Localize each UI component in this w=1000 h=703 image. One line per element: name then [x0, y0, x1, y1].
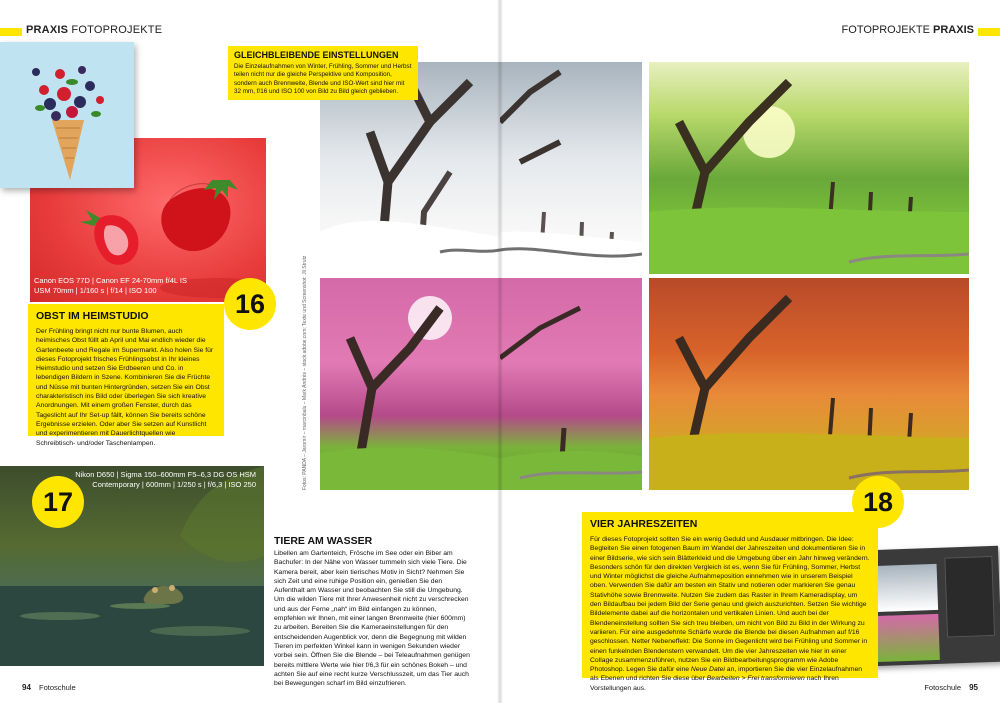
- footer-label-left: Fotoschule: [39, 683, 76, 692]
- spring-tree-photo-right: [500, 278, 642, 490]
- page-footer-left: [22, 683, 76, 692]
- icecream-photo: [0, 42, 134, 188]
- icecream-illustration: [0, 42, 134, 188]
- summer-tree-illustration: [649, 62, 969, 274]
- constant-settings-title: GLEICHBLEIBENDE EINSTELLUNGEN: [234, 50, 399, 60]
- project-18-text-part1: Für dieses Fotoprojekt sollten Sie ein wenig Geduld und Ausdauer mitbringen. Die Idee: Begleiten Sie einen fotogenen Baum im Wandel der Jahreszeiten und dokumentieren Sie in einer Bildserie, wie sich sein Blätterkleid und die Umgebung über ein Jahr hinweg verändern. Besonders schön für den direkten Vergleich ist es, wenn Sie für Frühling, Sommer, Herbst und Winter möglichst die gleiche Aufnahmeposition einnehmen wie in unserem Beispiel oben. Verwenden Sie dafür am besten ein Stativ und notieren oder markieren Sie genau Stativhöhe sowie Brennweite. Nutzen Sie zudem das Raster in Ihrem Kameradisplay, um den Bildaufbau bei jedem Bild der Serie genau und gleich auszurichten. Setzen Sie wichtige Bildelemente dabei auf die horizontalen und vertikalen Linien. Und auch bei der Blendeneinstellung sollten Sie sich treu bleiben, um nicht von Bild zu Bild in der Wirkung zu variieren. Für eine ausgedehnte Schärfe wurde die Blende bei diesen Aufnahmen auf f/16 geschlossen. Netter Nebeneffekt: Die Sonne im Gegenlicht wird bei Frühling und Sommer in einen funkelnden Blendenstern verwandelt. Um die vier Jahreszeiten wie hier in einer Collage zusammenzuführen, nutzen Sie ein Bildbearbeitungsprogramm wie Adobe Photoshop. Legen Sie dafür eine: [590, 536, 870, 674]
- screenshot-spring-layer: [874, 614, 940, 662]
- summer-tree-photo: [649, 62, 969, 274]
- caption-17-line2: Contemporary | 600mm | 1/250 s | f/6,3 | ISO 250: [92, 480, 256, 489]
- header-section-bold: PRAXIS: [26, 24, 69, 36]
- constant-settings-box: [228, 46, 418, 100]
- project-18-text-part2: an, importieren Sie die vier Einzelaufnahmen als Ebenen und richten Sie diese über: [590, 666, 863, 683]
- book-spine: [497, 0, 503, 703]
- project-16-title: OBST IM HEIMSTUDIO: [36, 310, 149, 322]
- header-section-label-right: FOTOPROJEKTE: [841, 24, 930, 36]
- photo-credit: [302, 255, 310, 500]
- badge-18-number: 18: [862, 486, 894, 517]
- page-footer-right: [924, 683, 978, 692]
- autumn-tree-illustration: [649, 278, 969, 490]
- project-17-badge: [32, 476, 84, 528]
- winter-tree-photo-right: [500, 62, 642, 274]
- project-16-text: Der Frühling bringt nicht nur bunte Blumen, auch heimisches Obst füllt ab April und Mai endlich wieder die Gartenbeete und Regale im Supermarkt. Also holen Sie für dieses Fotoprojekt frisches Frühlingsobst in Ihr kleines Heimstudio und setzen Sie Erdbeeren und Co. in lebendigen Bildern in Szene. Kombinieren Sie die Früchte und Nüsse mit bunten Hintergründen, setzen Sie ein Obst charakteristisch ins Bild oder überlegen Sie sich kreative Anordnungen. Mit einem großen Fenster, durch das Tageslicht auf Ihr Set-up fällt, können Sie bereits schöne Ergebnisse erzielen. Oder aber Sie setzen auf Kunstlicht und experimentieren mit Dauerlichtquellen wie Schreibtisch- und/oder Taschenlampen.: [36, 328, 214, 447]
- page-number-left: 94: [22, 683, 31, 692]
- autumn-tree-photo: [649, 278, 969, 490]
- photo-16-caption: [34, 276, 187, 296]
- project-16-badge: [224, 278, 276, 330]
- spring-tree-right-illustration: [500, 278, 642, 490]
- badge-16-number: 16: [234, 288, 266, 319]
- header-accent-bar: [0, 28, 22, 36]
- photoshop-screenshot: [866, 546, 1000, 667]
- project-18-text-neue-datei: Neue Datei: [690, 666, 725, 674]
- header-accent-bar-right: [978, 28, 1000, 36]
- screenshot-winter-layer: [873, 564, 939, 612]
- header-section-label: FOTOPROJEKTE: [71, 24, 163, 36]
- page-header-right: [842, 24, 974, 36]
- page-number-right: 95: [969, 683, 978, 692]
- badge-17-number: 17: [42, 486, 74, 517]
- caption-17-line1: Nikon D650 | Sigma 150–600mm F5–6,3 DG OS HSM: [75, 470, 256, 479]
- photo-credit-text: Fotos: PANDA – Jaromír – marcinbalu – Mark Andrés – stock.adobe.com; Texte und Screenshot: Jil Strutz: [302, 255, 308, 490]
- project-18-text-menu-path: Bearbeiten > Frei transformieren: [706, 675, 805, 683]
- spring-tree-left-illustration: [320, 278, 500, 490]
- project-17-title: TIERE AM WASSER: [274, 535, 373, 547]
- project-18-text: [590, 535, 870, 693]
- project-18-text-part3: nach Ihren Vorstellungen aus.: [590, 675, 839, 692]
- spring-tree-photo-left: [320, 278, 500, 490]
- right-page: [500, 0, 1000, 703]
- footer-label-right: Fotoschule: [924, 683, 961, 692]
- screenshot-layers-panel: [944, 556, 995, 638]
- project-16-box: [28, 304, 224, 447]
- caption-16-line1: Canon EOS 77D | Canon EF 24-70mm f/4L IS: [34, 276, 187, 285]
- constant-settings-text: Die Einzelaufnahmen von Winter, Frühling, Sommer und Herbst teilen nicht nur die gleiche Perspektive und Komposition, sondern auch Brennweite, Blende und ISO-Wert sind hier mit 32 mm, f/16 und ISO 100 von Bild zu Bild gleich geblieben.: [234, 63, 412, 96]
- project-18-title: VIER JAHRESZEITEN: [590, 518, 698, 530]
- page-header-left: [26, 24, 162, 36]
- project-18-box: [582, 512, 878, 692]
- project-18-badge: [852, 476, 904, 528]
- photo-17-caption: [75, 470, 256, 490]
- caption-16-line2: USM 70mm | 1/160 s | f/14 | ISO 100: [34, 286, 157, 295]
- header-section-bold-right: PRAXIS: [933, 24, 974, 36]
- winter-tree-right-illustration: [500, 62, 642, 274]
- project-17-text: Libellen am Gartenteich, Frösche im See oder ein Biber am Bachufer: In der Nähe von Wasser tummeln sich viele Tiere. Die Kamera bereit, aber kein tierisches Motiv in Sicht? Nehmen Sie sich Zeit und eine ruhige Position ein, genießen Sie den Aufenthalt am Wasser und beobachten Sie still die Umgebung. Um die wilden Tiere mit Ihrer Anwesenheit nicht zu verschrecken und aus der Ferne „nah“ im Bild einfangen zu können, empfehlen wir Ihnen, mit einer langen Brennweite (hier 600mm) zu arbeiten. Bereiten Sie die Kameraeinstellungen für den entscheidenden Augenblick vor, denn die Begegnung mit wilden Tieren im perfekten Winkel kann in wenigen Sekunden wieder vorbei sein. Öffnen Sie die Blende – bei Teleaufnahmen genügen bereits mittlere Werte wie hier f/6,3 für ein schönes Bokeh – und achten Sie auf eine recht kurze Verschlusszeit, um das Tier auch bei Bewegungen scharf im Bild einzufrieren.: [274, 550, 470, 688]
